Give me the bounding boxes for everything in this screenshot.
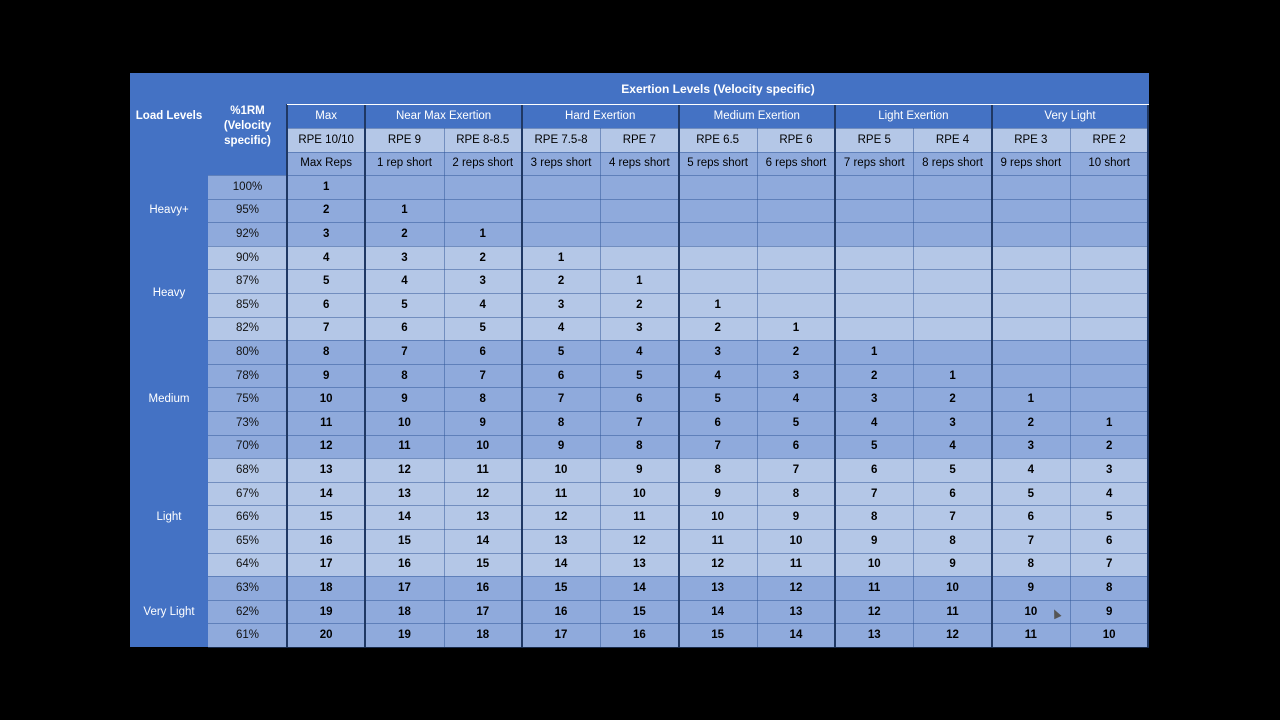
- value-cell: 6: [913, 482, 991, 506]
- value-cell: 15: [600, 600, 678, 624]
- pct-cell: 70%: [208, 435, 287, 459]
- value-cell: 2: [522, 269, 600, 293]
- value-cell: 16: [365, 553, 443, 577]
- value-cell: [600, 175, 678, 199]
- reps-short-header-3: 2 reps short: [444, 152, 522, 176]
- value-cell: [992, 246, 1070, 270]
- value-cell: 2: [444, 246, 522, 270]
- value-cell: 4: [600, 340, 678, 364]
- value-cell: 16: [287, 529, 365, 553]
- value-cell: 4: [992, 458, 1070, 482]
- pct-cell: 90%: [208, 246, 287, 270]
- group-header-5: Light Exertion: [835, 104, 992, 128]
- value-cell: 2: [1070, 435, 1148, 459]
- value-cell: [913, 175, 991, 199]
- value-cell: [913, 317, 991, 341]
- value-cell: [1070, 269, 1148, 293]
- column-divider: [600, 128, 601, 647]
- value-cell: 2: [992, 411, 1070, 435]
- value-cell: 14: [757, 623, 835, 647]
- value-cell: [913, 246, 991, 270]
- value-cell: 6: [365, 317, 443, 341]
- value-cell: 13: [522, 529, 600, 553]
- value-cell: 8: [992, 553, 1070, 577]
- value-cell: 2: [679, 317, 757, 341]
- value-cell: 6: [992, 505, 1070, 529]
- value-cell: 8: [365, 364, 443, 388]
- value-cell: 4: [1070, 482, 1148, 506]
- value-cell: 13: [835, 623, 913, 647]
- group-header-2: Near Max Exertion: [365, 104, 522, 128]
- value-cell: 5: [913, 458, 991, 482]
- value-cell: 8: [287, 340, 365, 364]
- value-cell: [679, 199, 757, 223]
- column-divider: [444, 128, 445, 647]
- value-cell: 7: [287, 317, 365, 341]
- value-cell: 4: [757, 387, 835, 411]
- reps-short-header-5: 4 reps short: [600, 152, 678, 176]
- value-cell: 17: [522, 623, 600, 647]
- value-cell: 15: [522, 576, 600, 600]
- pct-cell: 68%: [208, 458, 287, 482]
- value-cell: [600, 246, 678, 270]
- value-cell: 9: [992, 576, 1070, 600]
- rpe-table: [130, 73, 1149, 647]
- value-cell: 10: [679, 505, 757, 529]
- value-cell: 8: [444, 387, 522, 411]
- value-cell: 17: [444, 600, 522, 624]
- group-divider: [521, 104, 523, 647]
- value-cell: 11: [757, 553, 835, 577]
- value-cell: 4: [365, 269, 443, 293]
- value-cell: 1: [522, 246, 600, 270]
- value-cell: [992, 364, 1070, 388]
- pct-cell: 73%: [208, 411, 287, 435]
- rpe-header-5: RPE 7: [600, 128, 678, 152]
- value-cell: 8: [679, 458, 757, 482]
- value-cell: 10: [287, 387, 365, 411]
- value-cell: 5: [992, 482, 1070, 506]
- value-cell: 7: [835, 482, 913, 506]
- group-header-6: Very Light: [992, 104, 1149, 128]
- value-cell: 8: [600, 435, 678, 459]
- pct-cell: 66%: [208, 505, 287, 529]
- value-cell: [913, 222, 991, 246]
- rpe-header-11: RPE 2: [1070, 128, 1148, 152]
- value-cell: 7: [522, 387, 600, 411]
- load-level-label: Light: [156, 511, 182, 524]
- value-cell: [992, 317, 1070, 341]
- value-cell: 6: [835, 458, 913, 482]
- table-title: Exertion Levels (Velocity specific): [621, 81, 815, 96]
- value-cell: 2: [757, 340, 835, 364]
- value-cell: 12: [444, 482, 522, 506]
- value-cell: 13: [757, 600, 835, 624]
- value-cell: [522, 175, 600, 199]
- pct-cell: 100%: [208, 175, 287, 199]
- value-cell: 12: [365, 458, 443, 482]
- rpe-header-3: RPE 8-8.5: [444, 128, 522, 152]
- value-cell: [679, 175, 757, 199]
- group-divider: [834, 104, 836, 647]
- value-cell: 2: [835, 364, 913, 388]
- value-cell: 1: [444, 222, 522, 246]
- value-cell: [835, 222, 913, 246]
- value-cell: [835, 199, 913, 223]
- value-cell: 9: [835, 529, 913, 553]
- value-cell: [1070, 340, 1148, 364]
- value-cell: 3: [287, 222, 365, 246]
- value-cell: 7: [757, 458, 835, 482]
- value-cell: [835, 175, 913, 199]
- header-divider: [287, 152, 1149, 153]
- reps-short-header-7: 6 reps short: [757, 152, 835, 176]
- value-cell: [522, 199, 600, 223]
- rpe-header-4: RPE 7.5-8: [522, 128, 600, 152]
- value-cell: [1070, 199, 1148, 223]
- rpe-header-2: RPE 9: [365, 128, 443, 152]
- value-cell: 1: [835, 340, 913, 364]
- value-cell: [992, 175, 1070, 199]
- value-cell: 5: [522, 340, 600, 364]
- pct-cell: 64%: [208, 553, 287, 577]
- pct-cell: 62%: [208, 600, 287, 624]
- value-cell: 12: [600, 529, 678, 553]
- value-cell: 10: [913, 576, 991, 600]
- value-cell: 20: [287, 623, 365, 647]
- value-cell: [757, 293, 835, 317]
- value-cell: 12: [522, 505, 600, 529]
- value-cell: [679, 246, 757, 270]
- value-cell: 5: [444, 317, 522, 341]
- value-cell: [992, 269, 1070, 293]
- value-cell: [835, 246, 913, 270]
- value-cell: 19: [365, 623, 443, 647]
- value-cell: [757, 199, 835, 223]
- value-cell: 18: [287, 576, 365, 600]
- value-cell: 6: [600, 387, 678, 411]
- value-cell: 16: [600, 623, 678, 647]
- value-cell: 10: [992, 600, 1070, 624]
- value-cell: [444, 175, 522, 199]
- value-cell: 18: [444, 623, 522, 647]
- pct-cell: 67%: [208, 482, 287, 506]
- pct-cell: 78%: [208, 364, 287, 388]
- value-cell: 9: [287, 364, 365, 388]
- reps-short-header-6: 5 reps short: [679, 152, 757, 176]
- header-divider: [287, 128, 1149, 129]
- pct-cell: 75%: [208, 387, 287, 411]
- value-cell: [913, 293, 991, 317]
- value-cell: 3: [522, 293, 600, 317]
- value-cell: 9: [1070, 600, 1148, 624]
- value-cell: [1070, 317, 1148, 341]
- pct-cell: 92%: [208, 222, 287, 246]
- value-cell: 12: [757, 576, 835, 600]
- value-cell: 3: [1070, 458, 1148, 482]
- group-divider: [286, 104, 288, 647]
- value-cell: 12: [835, 600, 913, 624]
- value-cell: 7: [992, 529, 1070, 553]
- pct-cell: 95%: [208, 199, 287, 223]
- reps-short-header-2: 1 rep short: [365, 152, 443, 176]
- value-cell: 11: [600, 505, 678, 529]
- value-cell: 7: [444, 364, 522, 388]
- value-cell: 1: [365, 199, 443, 223]
- reps-short-header-11: 10 short: [1070, 152, 1148, 176]
- value-cell: 10: [444, 435, 522, 459]
- value-cell: 7: [1070, 553, 1148, 577]
- value-cell: [992, 199, 1070, 223]
- value-cell: 3: [835, 387, 913, 411]
- value-cell: [1070, 293, 1148, 317]
- value-cell: [1070, 246, 1148, 270]
- value-cell: 8: [913, 529, 991, 553]
- reps-short-header-4: 3 reps short: [522, 152, 600, 176]
- value-cell: [1070, 175, 1148, 199]
- value-cell: 13: [679, 576, 757, 600]
- value-cell: [757, 269, 835, 293]
- value-cell: [992, 293, 1070, 317]
- value-cell: 11: [287, 411, 365, 435]
- load-level-label: Medium: [148, 393, 190, 406]
- value-cell: 4: [913, 435, 991, 459]
- value-cell: 12: [679, 553, 757, 577]
- value-cell: [1070, 222, 1148, 246]
- value-cell: 3: [757, 364, 835, 388]
- value-cell: [992, 222, 1070, 246]
- value-cell: 10: [1070, 623, 1148, 647]
- value-cell: 5: [1070, 505, 1148, 529]
- value-cell: 11: [835, 576, 913, 600]
- value-cell: 3: [365, 246, 443, 270]
- value-cell: 6: [757, 435, 835, 459]
- value-cell: [679, 222, 757, 246]
- value-cell: 10: [365, 411, 443, 435]
- value-cell: 11: [992, 623, 1070, 647]
- value-cell: [835, 293, 913, 317]
- rpe-header-7: RPE 6: [757, 128, 835, 152]
- column-divider: [913, 128, 914, 647]
- value-cell: 5: [835, 435, 913, 459]
- load-levels-header: Load Levels: [135, 109, 203, 122]
- value-cell: 13: [444, 505, 522, 529]
- rpe-header-6: RPE 6.5: [679, 128, 757, 152]
- value-cell: 5: [600, 364, 678, 388]
- value-cell: [1070, 387, 1148, 411]
- value-cell: 9: [757, 505, 835, 529]
- value-cell: [757, 175, 835, 199]
- value-cell: 2: [287, 199, 365, 223]
- value-cell: 5: [679, 387, 757, 411]
- value-cell: 6: [679, 411, 757, 435]
- value-cell: [365, 175, 443, 199]
- value-cell: 12: [913, 623, 991, 647]
- value-cell: 15: [679, 623, 757, 647]
- load-level-label: Heavy+: [149, 204, 189, 217]
- value-cell: 4: [287, 246, 365, 270]
- value-cell: [835, 269, 913, 293]
- value-cell: [600, 199, 678, 223]
- value-cell: [600, 222, 678, 246]
- value-cell: 4: [835, 411, 913, 435]
- value-cell: 9: [913, 553, 991, 577]
- value-cell: [1070, 364, 1148, 388]
- value-cell: 1: [992, 387, 1070, 411]
- load-level-label: Heavy: [152, 286, 186, 299]
- value-cell: 11: [522, 482, 600, 506]
- pct-header: %1RM (Velocity specific): [223, 105, 272, 147]
- value-cell: 11: [913, 600, 991, 624]
- load-level-label: Very Light: [143, 605, 195, 618]
- value-cell: 2: [365, 222, 443, 246]
- value-cell: 11: [365, 435, 443, 459]
- value-cell: 5: [757, 411, 835, 435]
- value-cell: 13: [600, 553, 678, 577]
- pct-cell: 65%: [208, 529, 287, 553]
- value-cell: 2: [913, 387, 991, 411]
- value-cell: 10: [600, 482, 678, 506]
- value-cell: 7: [600, 411, 678, 435]
- value-cell: 15: [365, 529, 443, 553]
- value-cell: 18: [365, 600, 443, 624]
- value-cell: 10: [522, 458, 600, 482]
- reps-short-header-10: 9 reps short: [992, 152, 1070, 176]
- value-cell: 8: [757, 482, 835, 506]
- value-cell: 6: [1070, 529, 1148, 553]
- pct-cell: 80%: [208, 340, 287, 364]
- value-cell: 8: [835, 505, 913, 529]
- value-cell: 9: [444, 411, 522, 435]
- value-cell: 3: [992, 435, 1070, 459]
- value-cell: 3: [444, 269, 522, 293]
- value-cell: 9: [522, 435, 600, 459]
- value-cell: 8: [1070, 576, 1148, 600]
- value-cell: 14: [287, 482, 365, 506]
- value-cell: 11: [679, 529, 757, 553]
- value-cell: [913, 269, 991, 293]
- column-divider: [757, 128, 758, 647]
- value-cell: 1: [679, 293, 757, 317]
- column-divider: [1070, 128, 1071, 647]
- value-cell: 3: [679, 340, 757, 364]
- value-cell: 13: [287, 458, 365, 482]
- value-cell: 1: [757, 317, 835, 341]
- value-cell: 4: [679, 364, 757, 388]
- value-cell: 10: [835, 553, 913, 577]
- pct-cell: 82%: [208, 317, 287, 341]
- value-cell: 6: [444, 340, 522, 364]
- value-cell: 16: [522, 600, 600, 624]
- value-cell: 14: [522, 553, 600, 577]
- reps-short-header-9: 8 reps short: [913, 152, 991, 176]
- value-cell: [835, 317, 913, 341]
- value-cell: 7: [913, 505, 991, 529]
- value-cell: [913, 199, 991, 223]
- value-cell: 14: [600, 576, 678, 600]
- value-cell: 12: [287, 435, 365, 459]
- value-cell: 6: [522, 364, 600, 388]
- value-cell: 15: [287, 505, 365, 529]
- rpe-header-9: RPE 4: [913, 128, 991, 152]
- value-cell: 7: [679, 435, 757, 459]
- rpe-header-8: RPE 5: [835, 128, 913, 152]
- value-cell: 1: [1070, 411, 1148, 435]
- rpe-header-10: RPE 3: [992, 128, 1070, 152]
- pct-cell: 85%: [208, 293, 287, 317]
- value-cell: 1: [913, 364, 991, 388]
- value-cell: [913, 340, 991, 364]
- group-divider: [364, 104, 366, 647]
- value-cell: [992, 340, 1070, 364]
- value-cell: 11: [444, 458, 522, 482]
- value-cell: 1: [287, 175, 365, 199]
- group-header-1: Max: [287, 104, 365, 128]
- value-cell: 16: [444, 576, 522, 600]
- value-cell: 7: [365, 340, 443, 364]
- group-divider: [1147, 104, 1149, 647]
- value-cell: 13: [365, 482, 443, 506]
- value-cell: 17: [287, 553, 365, 577]
- value-cell: [522, 222, 600, 246]
- group-divider: [678, 104, 680, 647]
- value-cell: 4: [522, 317, 600, 341]
- rpe-header-1: RPE 10/10: [287, 128, 365, 152]
- group-header-4: Medium Exertion: [679, 104, 836, 128]
- group-divider: [991, 104, 993, 647]
- value-cell: 9: [679, 482, 757, 506]
- reps-short-header-1: Max Reps: [287, 152, 365, 176]
- value-cell: [757, 246, 835, 270]
- value-cell: 3: [600, 317, 678, 341]
- header-top-line: [287, 104, 1149, 105]
- value-cell: 14: [444, 529, 522, 553]
- value-cell: 5: [287, 269, 365, 293]
- value-cell: 6: [287, 293, 365, 317]
- value-cell: 9: [600, 458, 678, 482]
- value-cell: 17: [365, 576, 443, 600]
- value-cell: 19: [287, 600, 365, 624]
- value-cell: 15: [444, 553, 522, 577]
- pct-cell: 63%: [208, 576, 287, 600]
- row-divider: [208, 647, 1149, 648]
- value-cell: 14: [365, 505, 443, 529]
- value-cell: 10: [757, 529, 835, 553]
- value-cell: 5: [365, 293, 443, 317]
- pct-cell: 87%: [208, 269, 287, 293]
- value-cell: 9: [365, 387, 443, 411]
- group-header-3: Hard Exertion: [522, 104, 679, 128]
- value-cell: [757, 222, 835, 246]
- value-cell: 1: [600, 269, 678, 293]
- pct-cell: 61%: [208, 623, 287, 647]
- value-cell: 4: [444, 293, 522, 317]
- value-cell: 14: [679, 600, 757, 624]
- value-cell: 2: [600, 293, 678, 317]
- reps-short-header-8: 7 reps short: [835, 152, 913, 176]
- value-cell: [444, 199, 522, 223]
- value-cell: 3: [913, 411, 991, 435]
- value-cell: [679, 269, 757, 293]
- value-cell: 8: [522, 411, 600, 435]
